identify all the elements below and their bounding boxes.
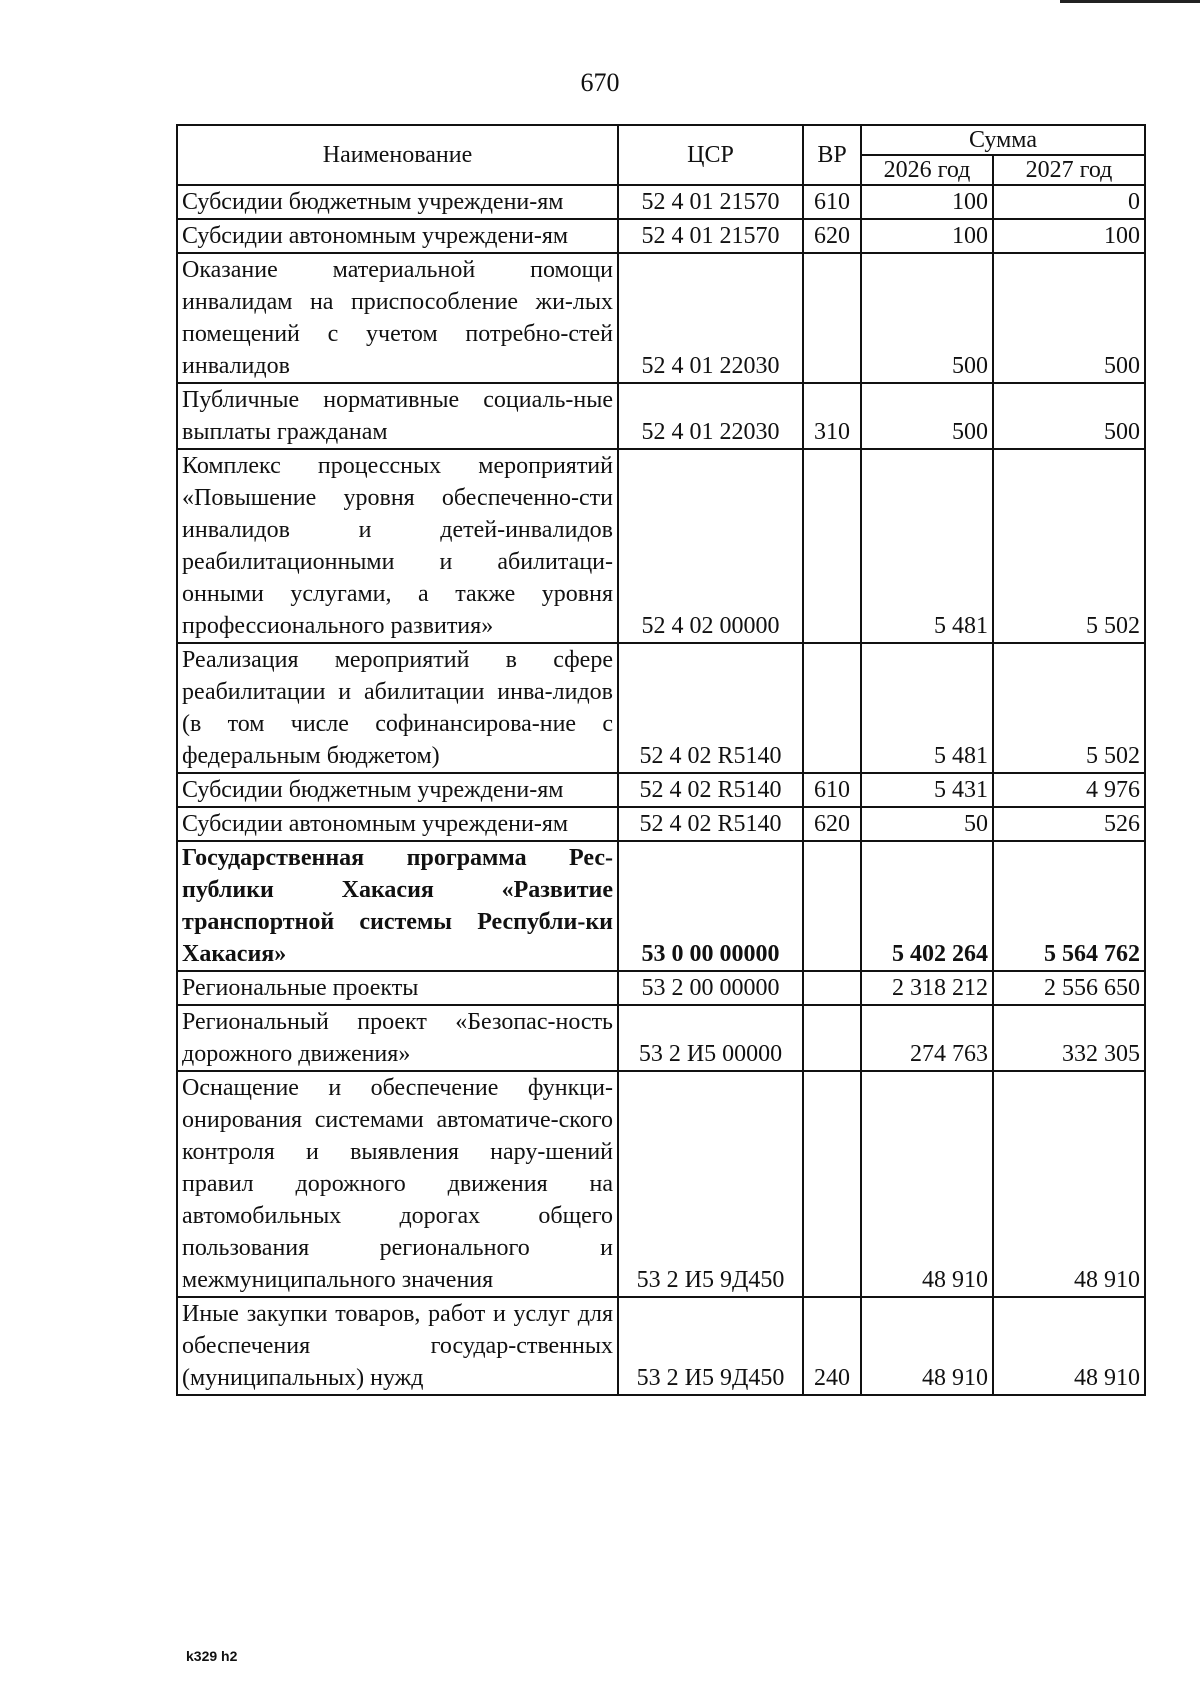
- row-name: Государственная программа Рес-публики Хакасия «Развитие транспортной системы Республи-ки Хакасия»: [177, 841, 618, 971]
- header-csr: ЦСР: [618, 125, 803, 185]
- row-name: Иные закупки товаров, работ и услуг для обеспечения государ-ственных (муниципальных) нужд: [177, 1297, 618, 1395]
- row-name: Реализация мероприятий в сфере реабилитации и абилитации инва-лидов (в том числе софинансирова-ние с федеральным бюджетом): [177, 643, 618, 773]
- header-sum: Сумма: [861, 125, 1145, 155]
- row-amount-2027: 48 910: [993, 1071, 1145, 1297]
- row-amount-2026: 500: [861, 383, 993, 449]
- row-amount-2026: 5 481: [861, 449, 993, 643]
- row-amount-2026: 5 481: [861, 643, 993, 773]
- row-name: Субсидии бюджетным учреждени-ям: [177, 185, 618, 219]
- header-vr: ВР: [803, 125, 861, 185]
- row-csr: 53 2 И5 9Д450: [618, 1071, 803, 1297]
- table-row: [177, 449, 1145, 643]
- row-amount-2027: 5 502: [993, 643, 1145, 773]
- table-row: [177, 253, 1145, 383]
- row-amount-2027: 500: [993, 253, 1145, 383]
- row-amount-2027: 500: [993, 383, 1145, 449]
- table-body: [177, 185, 1145, 1395]
- row-name: Оснащение и обеспечение функци-онирования системами автоматиче-ского контроля и выявления нару-шений правил дорожного движения на автомобильных дорогах общего пользования регионального и межмуниципального значения: [177, 1071, 618, 1297]
- row-name: Комплекс процессных мероприятий «Повышение уровня обеспеченно-сти инвалидов и детей-инвалидов реабилитационными и абилитаци-онными услугами, а также уровня профессионального развития»: [177, 449, 618, 643]
- row-csr: 52 4 01 21570: [618, 219, 803, 253]
- row-amount-2026: 48 910: [861, 1071, 993, 1297]
- row-csr: 52 4 02 R5140: [618, 807, 803, 841]
- row-vr: [803, 1005, 861, 1071]
- table-row: [177, 643, 1145, 773]
- row-vr: [803, 449, 861, 643]
- row-amount-2026: 100: [861, 185, 993, 219]
- header-name: Наименование: [177, 125, 618, 185]
- footer-code: k329 h2: [186, 1648, 238, 1664]
- row-csr: 52 4 01 22030: [618, 253, 803, 383]
- row-vr: 620: [803, 219, 861, 253]
- row-name: Субсидии бюджетным учреждени-ям: [177, 773, 618, 807]
- row-amount-2026: 50: [861, 807, 993, 841]
- row-csr: 53 2 И5 00000: [618, 1005, 803, 1071]
- row-vr: [803, 253, 861, 383]
- row-csr: 52 4 02 R5140: [618, 643, 803, 773]
- row-csr: 53 0 00 00000: [618, 841, 803, 971]
- table-header: [177, 125, 1145, 185]
- table-row: [177, 773, 1145, 807]
- row-csr: 52 4 02 R5140: [618, 773, 803, 807]
- row-vr: 240: [803, 1297, 861, 1395]
- row-vr: [803, 971, 861, 1005]
- row-csr: 52 4 02 00000: [618, 449, 803, 643]
- row-name: Региональные проекты: [177, 971, 618, 1005]
- table-row: [177, 1005, 1145, 1071]
- table-row: [177, 1297, 1145, 1395]
- row-csr: 53 2 И5 9Д450: [618, 1297, 803, 1395]
- row-amount-2027: 0: [993, 185, 1145, 219]
- row-amount-2027: 5 502: [993, 449, 1145, 643]
- table-row: [177, 383, 1145, 449]
- row-amount-2027: 5 564 762: [993, 841, 1145, 971]
- row-name: Субсидии автономным учреждени-ям: [177, 219, 618, 253]
- page-number: 670: [580, 68, 620, 97]
- row-amount-2027: 2 556 650: [993, 971, 1145, 1005]
- row-name: Оказание материальной помощи инвалидам на приспособление жи-лых помещений с учетом потребно-стей инвалидов: [177, 253, 618, 383]
- scan-edge-mark: [1060, 0, 1200, 3]
- table-row: [177, 971, 1145, 1005]
- row-vr: 610: [803, 773, 861, 807]
- row-amount-2026: 2 318 212: [861, 971, 993, 1005]
- row-amount-2027: 332 305: [993, 1005, 1145, 1071]
- row-csr: 52 4 01 22030: [618, 383, 803, 449]
- row-amount-2026: 274 763: [861, 1005, 993, 1071]
- row-name: Региональный проект «Безопас-ность дорожного движения»: [177, 1005, 618, 1071]
- row-csr: 53 2 00 00000: [618, 971, 803, 1005]
- row-vr: [803, 1071, 861, 1297]
- header-year-2026: 2026 год: [861, 155, 993, 185]
- row-amount-2027: 4 976: [993, 773, 1145, 807]
- row-name: Публичные нормативные социаль-ные выплаты гражданам: [177, 383, 618, 449]
- table-row: [177, 841, 1145, 971]
- row-amount-2027: 526: [993, 807, 1145, 841]
- header-year-2027: 2027 год: [993, 155, 1145, 185]
- row-amount-2027: 48 910: [993, 1297, 1145, 1395]
- row-amount-2026: 48 910: [861, 1297, 993, 1395]
- row-csr: 52 4 01 21570: [618, 185, 803, 219]
- row-amount-2027: 100: [993, 219, 1145, 253]
- row-vr: 610: [803, 185, 861, 219]
- table-row: [177, 1071, 1145, 1297]
- budget-table: [176, 124, 1146, 1396]
- row-amount-2026: 5 431: [861, 773, 993, 807]
- row-amount-2026: 500: [861, 253, 993, 383]
- row-vr: [803, 841, 861, 971]
- row-name: Субсидии автономным учреждени-ям: [177, 807, 618, 841]
- table-row: [177, 807, 1145, 841]
- row-amount-2026: 100: [861, 219, 993, 253]
- table-row: [177, 219, 1145, 253]
- row-vr: 620: [803, 807, 861, 841]
- table-row: [177, 185, 1145, 219]
- row-vr: [803, 643, 861, 773]
- row-amount-2026: 5 402 264: [861, 841, 993, 971]
- row-vr: 310: [803, 383, 861, 449]
